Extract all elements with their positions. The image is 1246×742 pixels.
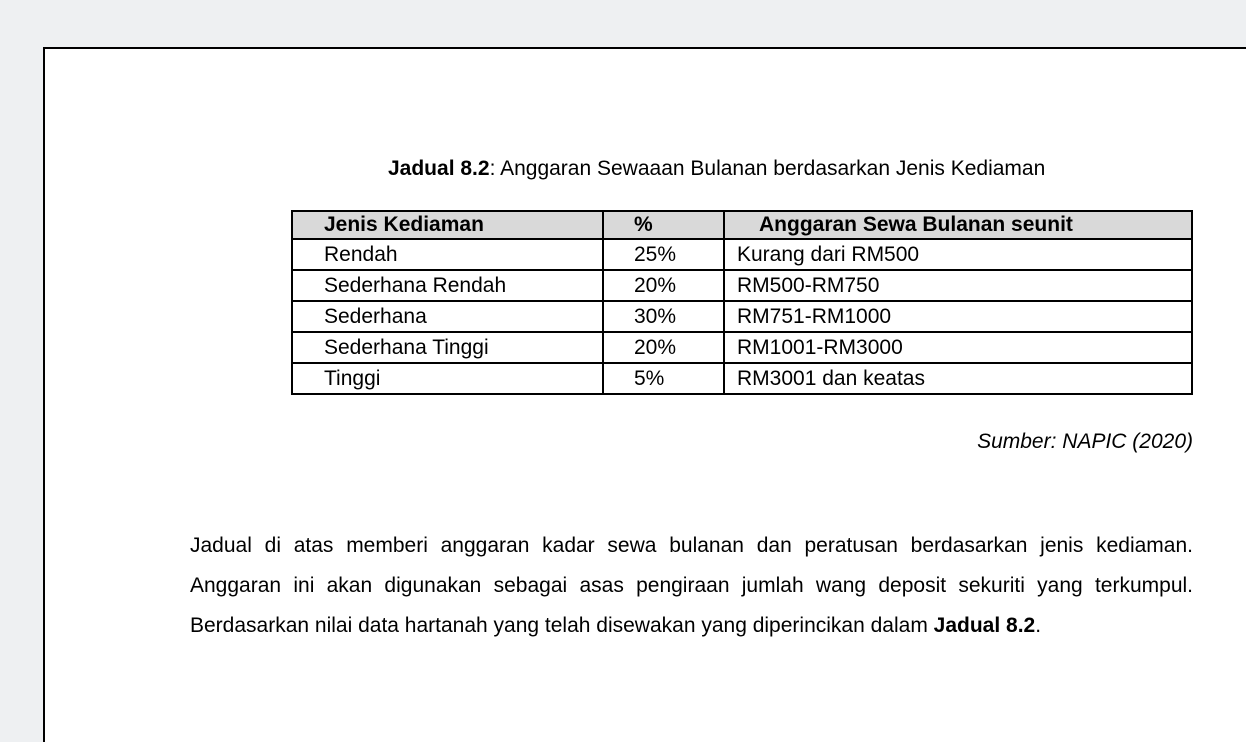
- table-row: [292, 239, 1192, 270]
- cell-anggaran: RM1001-RM3000: [724, 332, 1192, 363]
- table-row: [292, 301, 1192, 332]
- cell-anggaran: RM3001 dan keatas: [724, 363, 1192, 394]
- cell-jenis: Sederhana Tinggi: [292, 332, 603, 363]
- table-row: [292, 363, 1192, 394]
- cell-percent: 5%: [603, 363, 724, 394]
- cell-percent: 20%: [603, 270, 724, 301]
- paragraph-end: .: [1035, 614, 1042, 637]
- cell-anggaran: RM751-RM1000: [724, 301, 1192, 332]
- table-caption-label: Jadual 8.2: [388, 157, 490, 180]
- header-percent: %: [603, 211, 724, 239]
- cell-jenis: Sederhana Rendah: [292, 270, 603, 301]
- cell-jenis: Tinggi: [292, 363, 603, 394]
- table-caption: [388, 157, 1045, 181]
- table-source: Sumber: NAPIC (2020): [977, 430, 1193, 453]
- paragraph-text: Jadual di atas memberi anggaran kadar sewa bulanan dan peratusan berdasarkan jenis kediaman. Anggaran ini akan digunakan sebagai asas pengiraan jumlah wang deposit sekuriti yang terkumpul. Berdasarkan nilai data hartanah yang telah disewakan yang diperincikan dalam: [190, 534, 1193, 637]
- body-paragraph: [190, 526, 1193, 646]
- rent-table: [291, 210, 1193, 395]
- paragraph-table-reference: Jadual 8.2: [933, 614, 1036, 637]
- table-caption-text: : Anggaran Sewaaan Bulanan berdasarkan Jenis Kediaman: [489, 157, 1046, 180]
- cell-anggaran: RM500-RM750: [724, 270, 1192, 301]
- cell-anggaran: Kurang dari RM500: [724, 239, 1192, 270]
- cell-percent: 30%: [603, 301, 724, 332]
- table-row: [292, 332, 1192, 363]
- header-jenis-kediaman: Jenis Kediaman: [292, 211, 603, 239]
- header-anggaran-sewa: Anggaran Sewa Bulanan seunit: [724, 211, 1192, 239]
- cell-percent: 25%: [603, 239, 724, 270]
- cell-percent: 20%: [603, 332, 724, 363]
- cell-jenis: Rendah: [292, 239, 603, 270]
- cell-jenis: Sederhana: [292, 301, 603, 332]
- table-row: [292, 270, 1192, 301]
- table-header-row: [292, 211, 1192, 239]
